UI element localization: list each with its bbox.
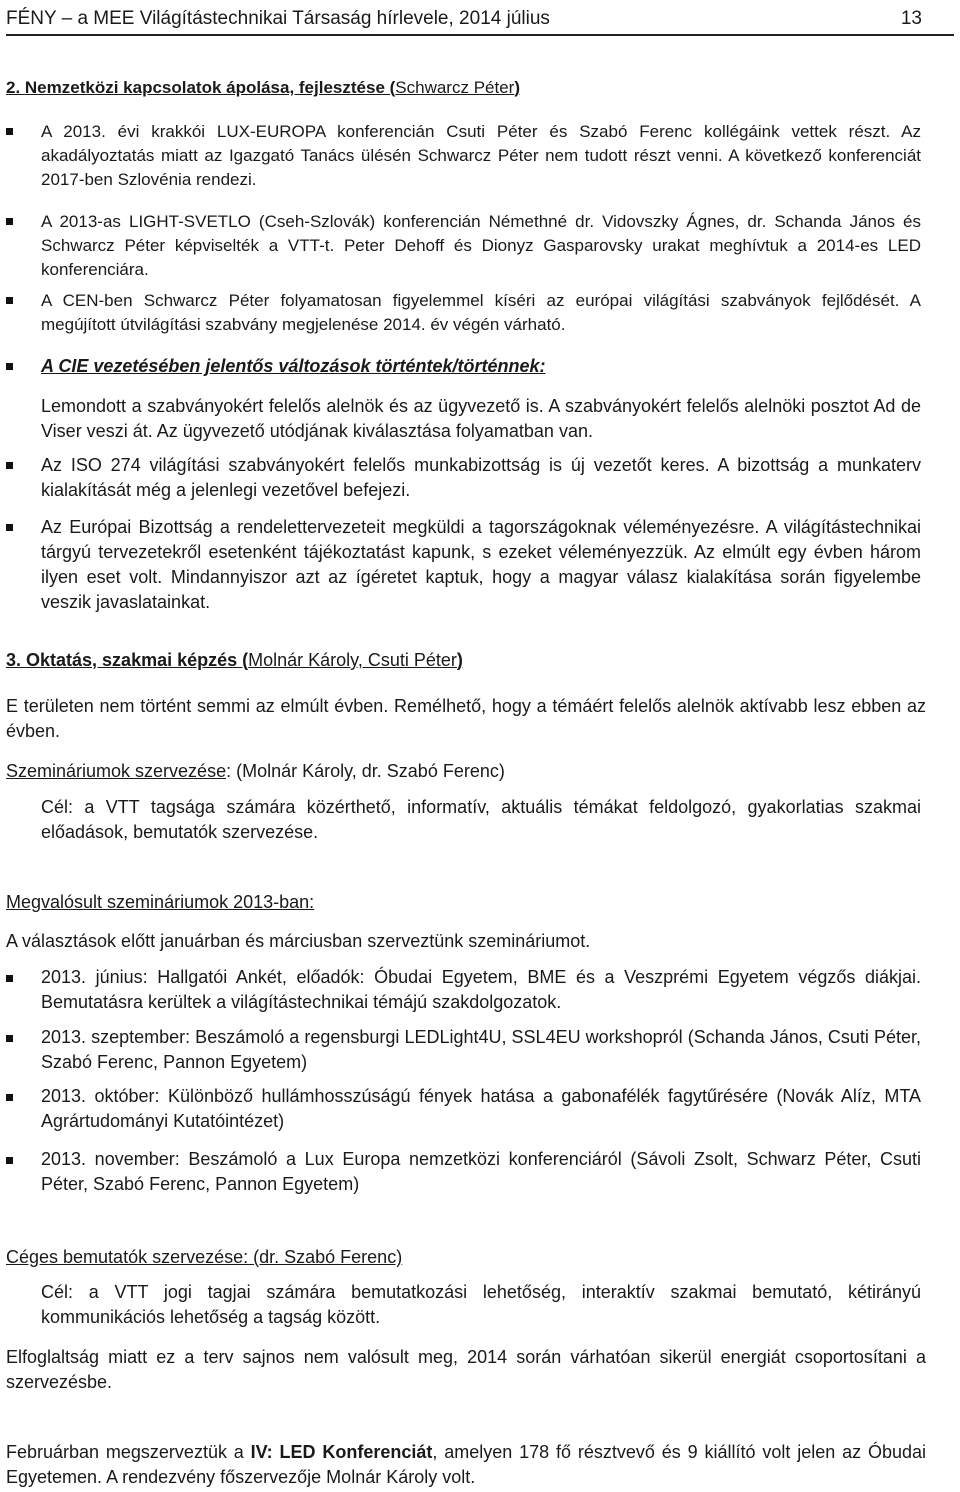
page-header	[6, 4, 954, 36]
bullet-icon	[6, 1157, 13, 1164]
realized-heading: Megvalósult szemináriumok 2013-ban:	[6, 892, 315, 912]
companies-heading: Céges bemutatók szervezése: (dr. Szabó Ferenc)	[6, 1247, 403, 1267]
bullet-icon	[6, 363, 13, 370]
bullet-icon	[6, 1094, 13, 1101]
busy-text: Elfoglaltság miatt ez a terv sajnos nem valósult meg, 2014 során várhatóan sikerül energiát csoportosítani a szervezésbe.	[6, 1347, 926, 1392]
list-item: A 2013-as LIGHT-SVETLO (Cseh-Szlovák) konferencián Némethné dr. Vidovszky Ágnes, dr. Schanda János és Schwarcz Péter képviselték a VTT-t. Peter Dehoff és Dionyz Gasparovsky urakat meghívtuk a 2014-es LED konferenciára.	[41, 212, 921, 279]
list-item: 2013. november: Beszámoló a Lux Europa nemzetközi konferenciáról (Sávoli Zsolt, Schwarz Péter, Csuti Péter, Szabó Ferenc, Pannon Egyetem)	[41, 1149, 921, 1194]
bullet-icon	[6, 524, 13, 531]
list-item: Az Európai Bizottság a rendelettervezeteit megküldi a tagországoknak véleményezésre. A világítástechnikai tárgyú tervezetekről esetenként tájékoztatást kapunk, s ezeket véleményezzük. Az elmúlt egy évben három ilyen eset volt. Mindannyiszor azt az ígéretet kaptuk, hogy a magyar válasz kialakítása során figyelembe veszik javaslatainkat.	[41, 517, 921, 612]
list-item: Az ISO 274 világítási szabványokért felelős munkabizottság is új vezetőt keres. A bizottság a munkaterv kialakítását még a jelenlegi vezetővel befejezi.	[41, 455, 921, 500]
list-item: 2013. október: Különböző hullámhosszúságú fények hatása a gabonafélék fagytűrésére (Novák Alíz, MTA Agrártudományi Kutatóintézet)	[41, 1086, 921, 1131]
list-item: 2013. szeptember: Beszámoló a regensburgi LEDLight4U, SSL4EU workshopról (Schanda János, Csuti Péter, Szabó Ferenc, Pannon Egyetem)	[41, 1027, 921, 1072]
section-3-heading: 3. Oktatás, szakmai képzés (Molnár Károly, Csuti Péter)	[6, 650, 463, 670]
cie-text: Lemondott a szabványokért felelős alelnök és az ügyvezető is. A szabványokért felelős alelnöki posztot Ad de Viser veszi át. Az ügyvezető utódjának kiválasztása folyamatban van.	[41, 396, 921, 441]
header-title: FÉNY – a MEE Világítástechnikai Társaság hírlevele, 2014 július	[6, 8, 550, 29]
bullet-icon	[6, 975, 13, 982]
page-number: 13	[900, 8, 922, 29]
bullet-icon	[6, 462, 13, 469]
cie-heading: A CIE vezetésében jelentős változások történtek/történnek:	[41, 356, 546, 376]
realized-intro: A választások előtt januárban és márciusban szerveztünk szemináriumot.	[6, 931, 591, 951]
companies-goal: Cél: a VTT jogi tagjai számára bemutatkozási lehetőség, interaktív szakmai bemutató, kétirányú kommunikációs lehetőség a tagság között.	[41, 1282, 921, 1327]
bullet-icon	[6, 297, 13, 304]
seminars-heading: Szemináriumok szervezése: (Molnár Károly, dr. Szabó Ferenc)	[6, 761, 505, 781]
bullet-icon	[6, 1035, 13, 1042]
section-3-intro: E területen nem történt semmi az elmúlt évben. Remélhető, hogy a témáért felelős alelnök aktívabb lesz ebben az évben.	[6, 696, 926, 741]
bullet-icon	[6, 128, 13, 135]
seminars-goal: Cél: a VTT tagsága számára közérthető, informatív, aktuális témákat feldolgozó, gyakorlatias szakmai előadások, bemutatók szervezése.	[41, 797, 921, 842]
february-text: Februárban megszerveztük a IV: LED Konferenciát, amelyen 178 fő résztvevő és 9 kiállító volt jelen az Óbudai Egyetemen. A rendezvény főszervezője Molnár Károly volt.	[6, 1442, 926, 1487]
list-item: A CEN-ben Schwarcz Péter folyamatosan figyelemmel kíséri az európai világítási szabványok fejlődését. A megújított útvilágítási szabvány megjelenése 2014. év végén várható.	[41, 291, 921, 334]
section-2-heading: 2. Nemzetközi kapcsolatok ápolása, fejlesztése (Schwarcz Péter)	[6, 78, 520, 97]
list-item: 2013. június: Hallgatói Ankét, előadók: Óbudai Egyetem, BME és a Veszprémi Egyetem végzős diákjai. Bemutatásra kerültek a világítástechnikai témájú szakdolgozatok.	[41, 967, 921, 1012]
bullet-icon	[6, 218, 13, 225]
list-item: A 2013. évi krakkói LUX-EUROPA konferencián Csuti Péter és Szabó Ferenc kollégáink vettek részt. Az akadályoztatás miatt az Igazgató Tanács ülésén Schwarcz Péter nem tudott részt venni. A következő konferenciát 2017-ben Szlovénia rendezi.	[41, 122, 921, 189]
